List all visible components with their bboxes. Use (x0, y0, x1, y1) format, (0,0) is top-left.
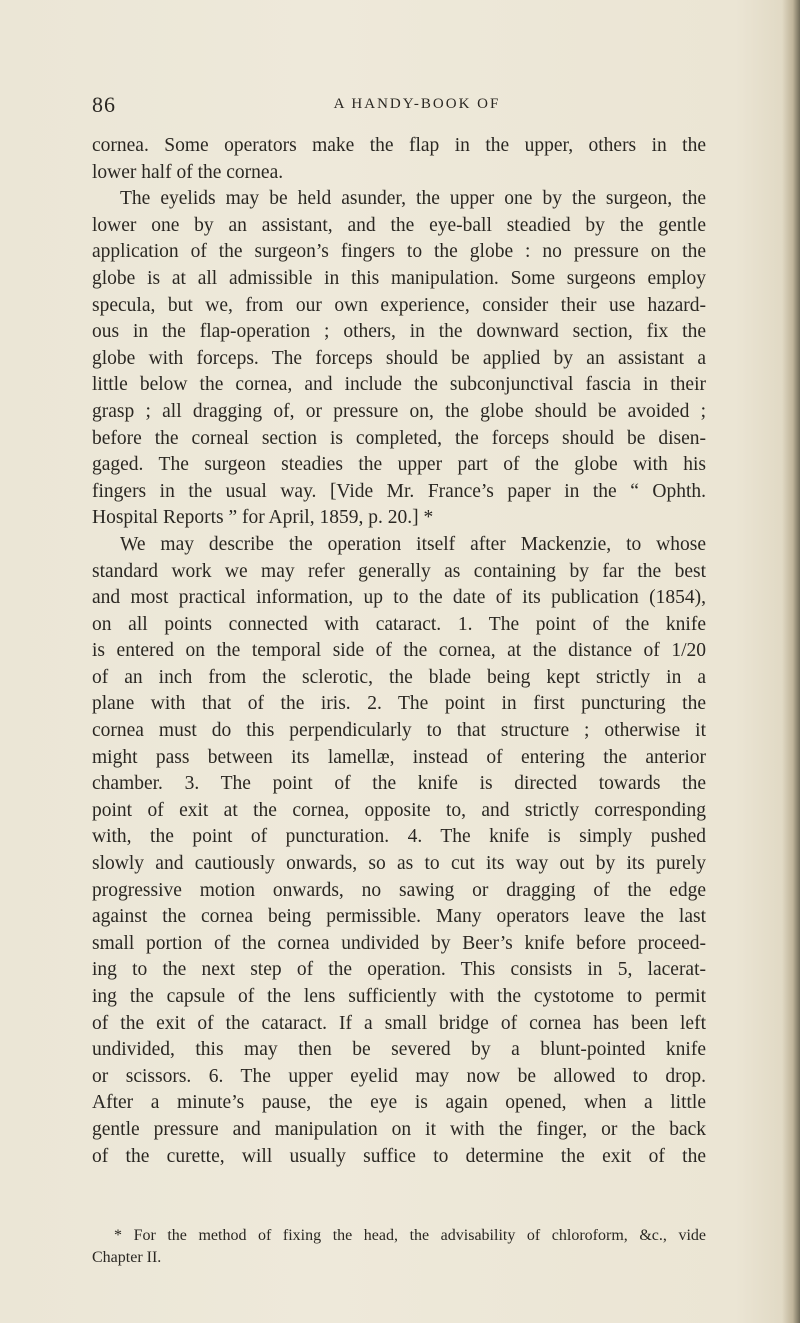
footnote-line: Chapter II. (92, 1249, 162, 1266)
text-line: lower half of the cornea. (92, 161, 284, 183)
text-line: with, the point of puncturation. 4. The knife is simply pushed (92, 826, 706, 848)
text-line: and most practical information, up to the date of its publication (1854), (92, 587, 706, 609)
body-text (92, 133, 706, 1170)
text-line: is entered on the temporal side of the cornea, at the distance of 1/20 (92, 640, 706, 662)
text-line: ing the capsule of the lens sufficiently with the cystotome to permit (92, 986, 706, 1007)
text-line: or scissors. 6. The upper eyelid may now be allowed to drop. (92, 1065, 706, 1087)
text-line: gaged. The surgeon steadies the upper part of the globe with his (92, 454, 706, 476)
text-line: globe with forceps. The forceps should be applied by an assistant a (92, 347, 706, 369)
page-header (92, 92, 706, 116)
text-line: little below the cornea, and include the subconjunctival fascia in their (92, 374, 706, 396)
text-line: standard work we may refer generally as containing by far the best (92, 560, 706, 582)
text-line: point of exit at the cornea, opposite to, and strictly corresponding (92, 799, 706, 821)
text-line: application of the surgeon’s fingers to the globe : no pressure on the (92, 241, 706, 263)
text-line: undivided, this may then be severed by a blunt-pointed knife (92, 1039, 706, 1061)
text-line: We may describe the operation itself after Mackenzie, to whose (120, 533, 706, 555)
page-number: 86 (92, 92, 116, 117)
text-line: globe is at all admissible in this manipulation. Some surgeons employ (92, 267, 706, 289)
running-head: A HANDY-BOOK OF (333, 96, 501, 112)
text-line: chamber. 3. The point of the knife is directed towards the (92, 773, 706, 795)
text-line: of an inch from the sclerotic, the blade being kept strictly in a (92, 666, 706, 688)
text-line: gentle pressure and manipulation on it with the finger, or the back (92, 1118, 706, 1140)
text-line: slowly and cautiously onwards, so as to cut its way out by its purely (92, 853, 706, 875)
text-line: small portion of the cornea undivided by Beer’s knife before proceed- (92, 932, 706, 954)
text-line: lower one by an assistant, and the eye-ball steadied by the gentle (92, 214, 706, 236)
text-line: cornea. Some operators make the flap in the upper, others in the (92, 135, 706, 156)
footnote (92, 1225, 706, 1269)
text-line: before the corneal section is completed, the forceps should be disen- (92, 427, 706, 449)
text-line: cornea must do this perpendicularly to that structure ; otherwise it (92, 720, 706, 742)
text-line: grasp ; all dragging of, or pressure on, the globe should be avoided ; (92, 400, 706, 422)
text-line: ous in the flap-operation ; others, in the downward section, fix the (92, 321, 706, 343)
text-line: of the curette, will usually suffice to determine the exit of the (92, 1145, 706, 1167)
text-line: on all points connected with cataract. 1. The point of the knife (92, 613, 706, 635)
text-line: against the cornea being permissible. Many operators leave the last (92, 906, 706, 928)
text-line: of the exit of the cataract. If a small bridge of cornea has been left (92, 1012, 706, 1034)
text-line: fingers in the usual way. [Vide Mr. France’s paper in the “ Ophth. (92, 480, 706, 502)
text-line: progressive motion onwards, no sawing or dragging of the edge (92, 879, 706, 901)
text-line: might pass between its lamellæ, instead of entering the anterior (92, 746, 706, 768)
text-line: Hospital Reports ” for April, 1859, p. 20.] * (92, 507, 434, 529)
text-line: specula, but we, from our own experience, consider their use hazard- (92, 294, 706, 316)
text-line: The eyelids may be held asunder, the upper one by the surgeon, the (120, 188, 706, 210)
text-line: plane with that of the iris. 2. The point in first puncturing the (92, 693, 706, 715)
page-edge-shadow (782, 0, 800, 1323)
footnote-line: * For the method of fixing the head, the advisability of chloroform, &c., vide (114, 1227, 706, 1244)
text-line: After a minute’s pause, the eye is again opened, when a little (92, 1092, 706, 1114)
text-line: ing to the next step of the operation. This consists in 5, lacerat- (92, 959, 706, 981)
